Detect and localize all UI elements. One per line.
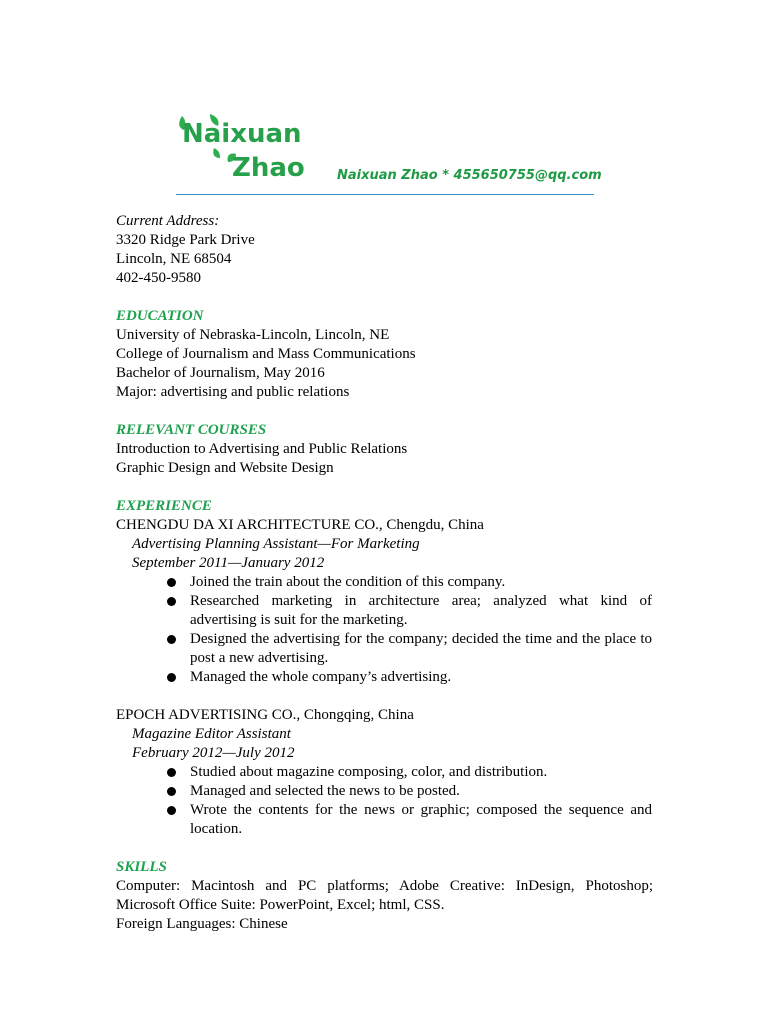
contact-line: Naixuan Zhao * 455650755@qq.com: [337, 168, 602, 183]
course-line: Graphic Design and Website Design: [116, 460, 334, 476]
course-line: Introduction to Advertising and Public Relations: [116, 441, 408, 457]
address-city: Lincoln, NE 68504: [116, 251, 232, 267]
leaf-logo-graphic: [176, 112, 326, 184]
address-phone: 402-450-9580: [116, 270, 201, 286]
logo-line-2: Zhao: [232, 153, 305, 183]
courses-heading: RELEVANT COURSES: [116, 422, 267, 438]
job-bullet: Studied about magazine composing, color, and distribution.: [190, 764, 548, 780]
job-title: Magazine Editor Assistant: [132, 726, 291, 742]
bullet-icon: [167, 768, 176, 777]
experience-heading: EXPERIENCE: [116, 498, 212, 514]
address-label: Current Address:: [116, 213, 220, 229]
job-bullet: Managed and selected the news to be posted.: [190, 783, 460, 799]
bullet-icon: [167, 787, 176, 796]
education-line: Bachelor of Journalism, May 2016: [116, 365, 325, 381]
job-bullet: Researched marketing in architecture area; analyzed what kind of advertising is suit for the marketing.: [190, 593, 652, 628]
education-line: University of Nebraska-Lincoln, Lincoln, NE: [116, 327, 390, 343]
job-bullet: Managed the whole company’s advertising.: [190, 669, 452, 685]
job-company: EPOCH ADVERTISING CO., Chongqing, China: [116, 707, 414, 723]
education-line: Major: advertising and public relations: [116, 384, 350, 400]
job-company: CHENGDU DA XI ARCHITECTURE CO., Chengdu, China: [116, 517, 484, 533]
job-bullet: Wrote the contents for the news or graphic; composed the sequence and location.: [190, 802, 652, 837]
address-street: 3320 Ridge Park Drive: [116, 232, 255, 248]
job-title: Advertising Planning Assistant—For Marketing: [132, 536, 420, 552]
job-bullet: Joined the train about the condition of this company.: [190, 574, 506, 590]
job-dates: February 2012—July 2012: [132, 745, 295, 761]
bullet-icon: [167, 673, 176, 682]
skills-computer: Computer: Macintosh and PC platforms; Adobe Creative: InDesign, Photoshop; Microsoft Office Suite: PowerPoint, Excel; html, CSS.: [116, 878, 653, 913]
job-bullet: Designed the advertising for the company; decided the time and the place to post a new advertising.: [190, 631, 652, 666]
name-logo: [176, 112, 326, 184]
bullet-icon: [167, 635, 176, 644]
skills-heading: SKILLS: [116, 859, 167, 875]
job-dates: September 2011—January 2012: [132, 555, 325, 571]
logo-line-1: Naixuan: [182, 119, 302, 149]
education-heading: EDUCATION: [116, 308, 204, 324]
education-line: College of Journalism and Mass Communications: [116, 346, 416, 362]
bullet-icon: [167, 597, 176, 606]
skills-languages: Foreign Languages: Chinese: [116, 916, 288, 932]
bullet-icon: [167, 806, 176, 815]
bullet-icon: [167, 578, 176, 587]
header-divider: [176, 194, 594, 195]
